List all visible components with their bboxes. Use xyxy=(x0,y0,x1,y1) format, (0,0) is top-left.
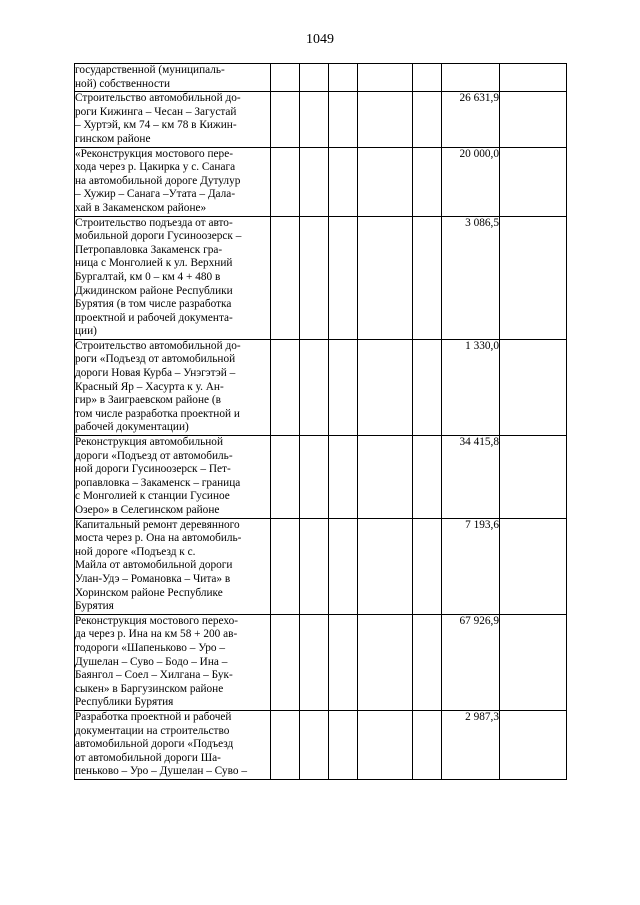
empty-cell xyxy=(500,518,567,614)
empty-cell xyxy=(358,436,413,519)
object-name-cell xyxy=(75,436,271,519)
amount-cell: 7 193,6 xyxy=(442,518,500,614)
amount-cell xyxy=(442,64,500,92)
table-row xyxy=(75,710,567,779)
table-row xyxy=(75,614,567,710)
budget-table xyxy=(74,63,567,780)
table-row xyxy=(75,216,567,339)
empty-cell xyxy=(500,147,567,216)
empty-cell xyxy=(413,64,442,92)
table-row xyxy=(75,92,567,147)
empty-cell xyxy=(500,216,567,339)
empty-cell xyxy=(271,64,300,92)
empty-cell xyxy=(500,614,567,710)
object-name: Реконструкция автомобильной дороги «Подъезд от автомобиль- ной дороги Гусиноозерск – Пет- ропавловка – Закаменск – граница с Монголией к станции Гусиное Озеро» в Селегинском районе xyxy=(75,436,241,516)
page-number: 1049 xyxy=(306,32,334,47)
empty-cell xyxy=(271,614,300,710)
empty-cell xyxy=(358,710,413,779)
empty-cell xyxy=(271,92,300,147)
empty-cell xyxy=(300,92,329,147)
object-name: Реконструкция мостового перехо- да через р. Ина на км 58 + 200 ав- тодороги «Шапеньково – Уро – Душелан – Суво – Бодо – Ина – Баянгол – Соел – Хилгана – Бук- сыкен» в Баргузинском районе Республики Бурятия xyxy=(75,614,239,709)
empty-cell xyxy=(329,64,358,92)
amount-cell: 20 000,0 xyxy=(442,147,500,216)
empty-cell xyxy=(413,147,442,216)
empty-cell xyxy=(500,92,567,147)
empty-cell xyxy=(413,216,442,339)
table-row xyxy=(75,436,567,519)
empty-cell xyxy=(271,339,300,435)
empty-cell xyxy=(300,436,329,519)
object-name: Строительство автомобильной до- роги «Подъезд от автомобильной дороги Новая Курба – Унэгэтэй – Красный Яр – Хасурта к у. Ан- гир» в Заиграевском районе (в том числе разработка проектной и рабочей документации) xyxy=(75,339,241,434)
empty-cell xyxy=(413,339,442,435)
empty-cell xyxy=(358,147,413,216)
empty-cell xyxy=(271,436,300,519)
empty-cell xyxy=(300,216,329,339)
object-name-cell xyxy=(75,614,271,710)
empty-cell xyxy=(329,614,358,710)
empty-cell xyxy=(329,92,358,147)
empty-cell xyxy=(358,614,413,710)
empty-cell xyxy=(300,64,329,92)
empty-cell xyxy=(271,518,300,614)
object-name-cell xyxy=(75,339,271,435)
empty-cell xyxy=(300,147,329,216)
empty-cell xyxy=(500,436,567,519)
empty-cell xyxy=(358,518,413,614)
empty-cell xyxy=(500,710,567,779)
empty-cell xyxy=(500,64,567,92)
empty-cell xyxy=(358,64,413,92)
empty-cell xyxy=(413,710,442,779)
empty-cell xyxy=(300,518,329,614)
object-name-cell xyxy=(75,64,271,92)
table-row xyxy=(75,339,567,435)
empty-cell xyxy=(271,710,300,779)
empty-cell xyxy=(329,147,358,216)
empty-cell xyxy=(329,710,358,779)
empty-cell xyxy=(500,339,567,435)
object-name-cell xyxy=(75,147,271,216)
object-name: «Реконструкция мостового пере- хода через р. Цакирка у с. Санага на автомобильной дороге Дутулур – Хужир – Санага –Утата – Дала- хай в Закаменском районе» xyxy=(75,147,241,214)
empty-cell xyxy=(413,518,442,614)
object-name: Разработка проектной и рабочей документации на строительство автомобильной дороги «Подъезд от автомобильной дороги Ша- пеньково – Уро – Душелан – Суво – xyxy=(75,710,247,778)
empty-cell xyxy=(271,216,300,339)
table-row xyxy=(75,64,567,92)
empty-cell xyxy=(300,614,329,710)
empty-cell xyxy=(329,216,358,339)
object-name-cell xyxy=(75,710,271,779)
empty-cell xyxy=(358,216,413,339)
table-row xyxy=(75,147,567,216)
object-name-cell xyxy=(75,216,271,339)
object-name: государственной (муниципаль- ной) собственности xyxy=(75,64,225,90)
object-name: Строительство автомобильной до- роги Кижинга – Чесан – Загустай – Хуртэй, км 74 – км 78 в Кижин- гинском районе xyxy=(75,92,241,145)
empty-cell xyxy=(413,614,442,710)
empty-cell xyxy=(300,339,329,435)
amount-cell: 3 086,5 xyxy=(442,216,500,339)
amount-cell: 34 415,8 xyxy=(442,436,500,519)
empty-cell xyxy=(271,147,300,216)
empty-cell xyxy=(329,436,358,519)
object-name: Строительство подъезда от авто- мобильной дороги Гусиноозерск – Петропавловка Закаменск гра- ница с Монголией к ул. Верхний Бургалтай, км 0 – км 4 + 480 в Джидинском районе Республики Бурятия (в том числе разработка проектной и рабочей документа- ции) xyxy=(75,216,242,338)
empty-cell xyxy=(329,518,358,614)
object-name-cell xyxy=(75,518,271,614)
table-row xyxy=(75,518,567,614)
object-name: Капитальный ремонт деревянного моста через р. Она на автомобиль- ной дороге «Подъезд к с. Майла от автомобильной дороги Улан-Удэ – Романовка – Чита» в Хоринском районе Республике Бурятия xyxy=(75,518,242,613)
empty-cell xyxy=(329,339,358,435)
amount-cell: 1 330,0 xyxy=(442,339,500,435)
amount-cell: 67 926,9 xyxy=(442,614,500,710)
empty-cell xyxy=(358,92,413,147)
empty-cell xyxy=(413,436,442,519)
amount-cell: 26 631,9 xyxy=(442,92,500,147)
empty-cell xyxy=(300,710,329,779)
object-name-cell xyxy=(75,92,271,147)
amount-cell: 2 987,3 xyxy=(442,710,500,779)
empty-cell xyxy=(413,92,442,147)
empty-cell xyxy=(358,339,413,435)
